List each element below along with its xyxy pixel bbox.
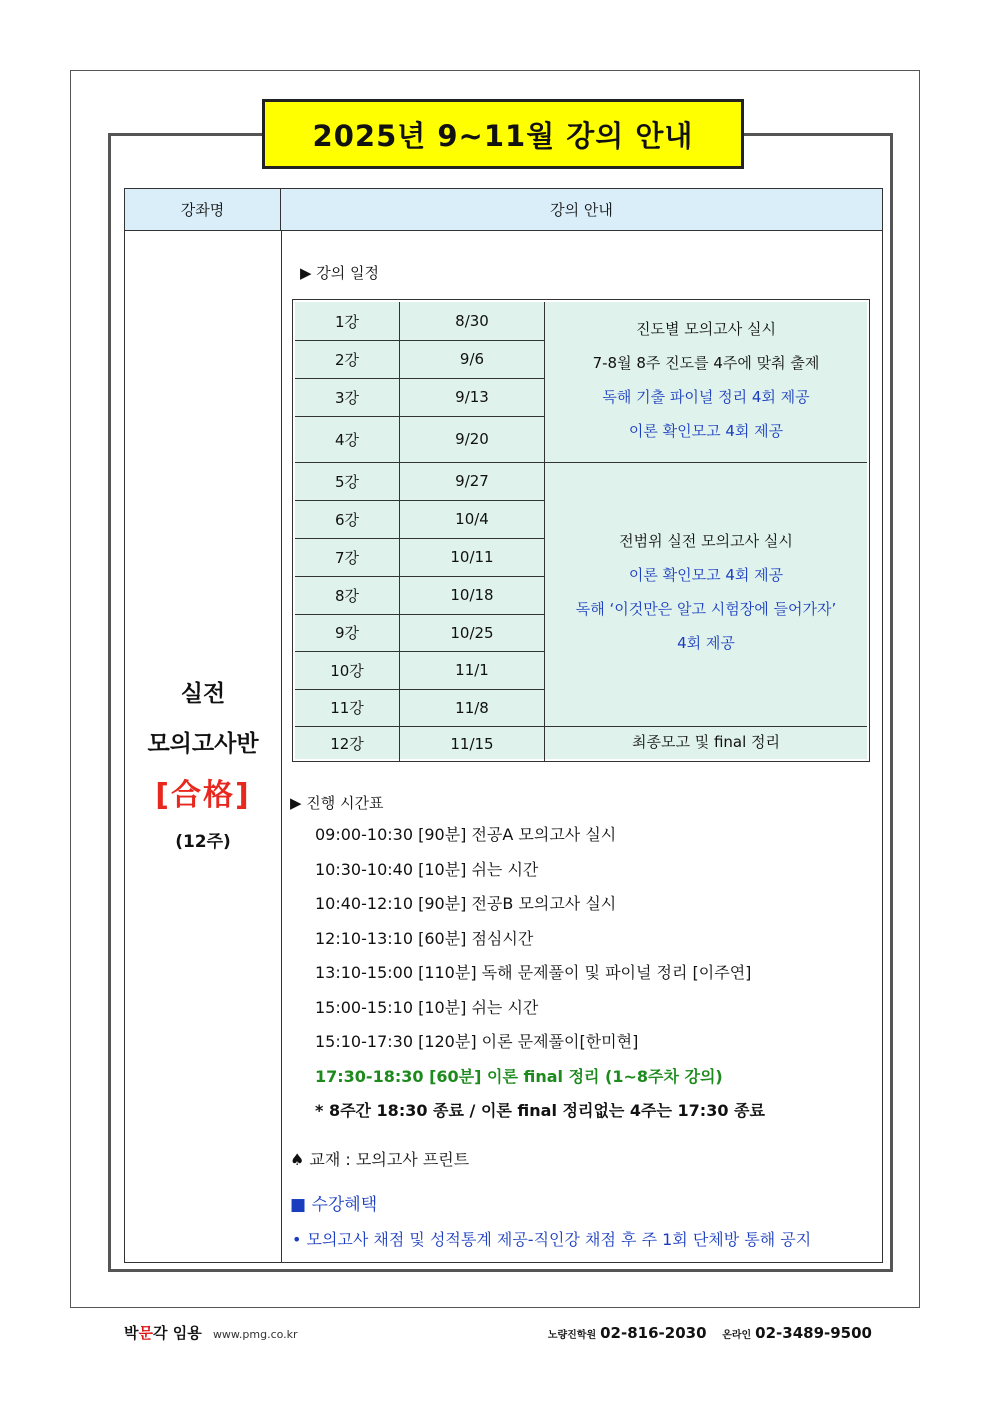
schedule-row <box>295 462 867 500</box>
lecture-date: 9/20 <box>400 416 545 462</box>
row-divider <box>295 538 545 539</box>
course-badge: [合格] <box>155 778 251 813</box>
lecture-date: 9/27 <box>400 462 545 500</box>
block2-line: 4회 제공 <box>677 634 735 652</box>
timetable-item: 10:40-12:10 [90분] 전공B 모의고사 실시 <box>315 894 617 913</box>
schedule-row <box>295 576 867 614</box>
timetable-item: 12:10-13:10 [60분] 점심시간 <box>315 928 534 948</box>
footer-label-1: 노량진학원 <box>547 1330 597 1341</box>
footer-logo <box>124 1322 298 1343</box>
row-divider <box>295 576 545 577</box>
timetable-note: * 8주간 18:30 종료 / 이론 final 정리없는 4주는 17:30 종료 <box>315 1101 765 1120</box>
schedule-row <box>295 416 867 462</box>
timetable-item: 13:10-15:00 [110분] 독해 문제풀이 및 파이널 정리 [이주연] <box>315 963 752 982</box>
lecture-date: 9/13 <box>400 378 545 416</box>
row-divider <box>295 340 545 341</box>
row-divider <box>295 689 545 690</box>
row-divider <box>295 651 545 652</box>
lecture-number: 12강 <box>295 726 400 761</box>
schedule-table <box>292 299 870 762</box>
row-divider <box>295 726 867 727</box>
block1-line: 독해 기출 파이널 정리 4회 제공 <box>602 388 810 406</box>
logo-text-b: 문 <box>138 1324 153 1342</box>
lecture-date: 11/8 <box>400 689 545 726</box>
row-divider <box>295 500 545 501</box>
footer-contacts <box>548 1324 872 1342</box>
lecture-date: 11/1 <box>400 651 545 689</box>
footer-url: www.pmg.co.kr <box>212 1328 298 1341</box>
footer-phone-1: 02-816-2030 <box>600 1324 707 1342</box>
block2-line: 전범위 실전 모의고사 실시 <box>619 532 793 550</box>
timetable-list <box>315 818 765 1129</box>
logo-text-c: 각 임용 <box>153 1324 202 1342</box>
course-line-2: 모의고사반 <box>147 731 259 757</box>
block1-line: 진도별 모의고사 실시 <box>636 320 776 338</box>
footer-label-2: 온라인 <box>722 1330 752 1341</box>
lecture-date: 11/15 <box>400 726 545 761</box>
course-line-1: 실전 <box>180 681 226 707</box>
schedule-heading: ▶ 강의 일정 <box>300 264 380 282</box>
course-title <box>125 669 281 861</box>
lecture-number: 10강 <box>295 651 400 689</box>
lecture-number: 4강 <box>295 416 400 462</box>
schedule-row <box>295 726 867 761</box>
benefit-item: • 모의고사 채점 및 성적통계 제공-직인강 채점 후 주 1회 단체방 통해 공지 <box>292 1230 812 1249</box>
block2-line: 이론 확인모고 4회 제공 <box>628 566 784 584</box>
row-divider <box>295 462 867 463</box>
lecture-date: 10/25 <box>400 614 545 651</box>
block1-line: 7-8월 8주 진도를 4주에 맞춰 출제 <box>592 354 820 372</box>
lecture-date: 8/30 <box>400 302 545 340</box>
lecture-number: 11강 <box>295 689 400 726</box>
timetable-item: 10:30-10:40 [10분] 쉬는 시간 <box>315 859 539 879</box>
lecture-date: 9/6 <box>400 340 545 378</box>
timetable-extra: 17:30-18:30 [60분] 이론 final 정리 (1~8주차 강의) <box>315 1066 723 1086</box>
schedule-body <box>295 302 867 759</box>
benefit-heading: ■ 수강혜택 <box>290 1195 378 1215</box>
lecture-number: 7강 <box>295 538 400 576</box>
timetable-item: 15:10-17:30 [120분] 이론 문제풀이[한미현] <box>315 1032 639 1051</box>
timetable-item: 15:00-15:10 [10분] 쉬는 시간 <box>315 997 539 1017</box>
lecture-number: 9강 <box>295 614 400 651</box>
header-lecture-info: 강의 안내 <box>550 201 613 219</box>
textbook-info: ♠ 교재 : 모의고사 프린트 <box>290 1150 470 1169</box>
lecture-number: 3강 <box>295 378 400 416</box>
schedule-row <box>295 378 867 416</box>
column-divider <box>281 231 282 1262</box>
footer-phone-2: 02-3489-9500 <box>755 1324 872 1342</box>
logo-text-a: 박 <box>124 1324 139 1342</box>
course-duration: (12주) <box>175 832 231 852</box>
schedule-row <box>295 614 867 651</box>
lecture-number: 1강 <box>295 302 400 340</box>
timetable-heading: ▶ 진행 시간표 <box>290 794 384 812</box>
lecture-number: 2강 <box>295 340 400 378</box>
table-header <box>125 189 882 231</box>
schedule-row <box>295 500 867 538</box>
schedule-row <box>295 538 867 576</box>
schedule-row <box>295 651 867 689</box>
block2-line: 독해 ‘이것만은 알고 시험장에 들어가자’ <box>575 600 837 618</box>
block1-line: 이론 확인모고 4회 제공 <box>628 422 784 440</box>
page-title: 2025년 9~11월 강의 안내 <box>262 99 744 169</box>
lecture-date: 10/18 <box>400 576 545 614</box>
row-divider <box>295 378 545 379</box>
schedule-row <box>295 689 867 726</box>
header-course-name: 강좌명 <box>125 189 281 230</box>
lecture-number: 5강 <box>295 462 400 500</box>
schedule-row <box>295 340 867 378</box>
row-divider <box>295 416 545 417</box>
block3-desc: 최종모고 및 final 정리 <box>631 732 781 751</box>
schedule-row <box>295 302 867 340</box>
lecture-date: 10/4 <box>400 500 545 538</box>
lecture-date: 10/11 <box>400 538 545 576</box>
timetable-item: 09:00-10:30 [90분] 전공A 모의고사 실시 <box>315 825 617 844</box>
lecture-number: 8강 <box>295 576 400 614</box>
lecture-number: 6강 <box>295 500 400 538</box>
row-divider <box>295 614 545 615</box>
